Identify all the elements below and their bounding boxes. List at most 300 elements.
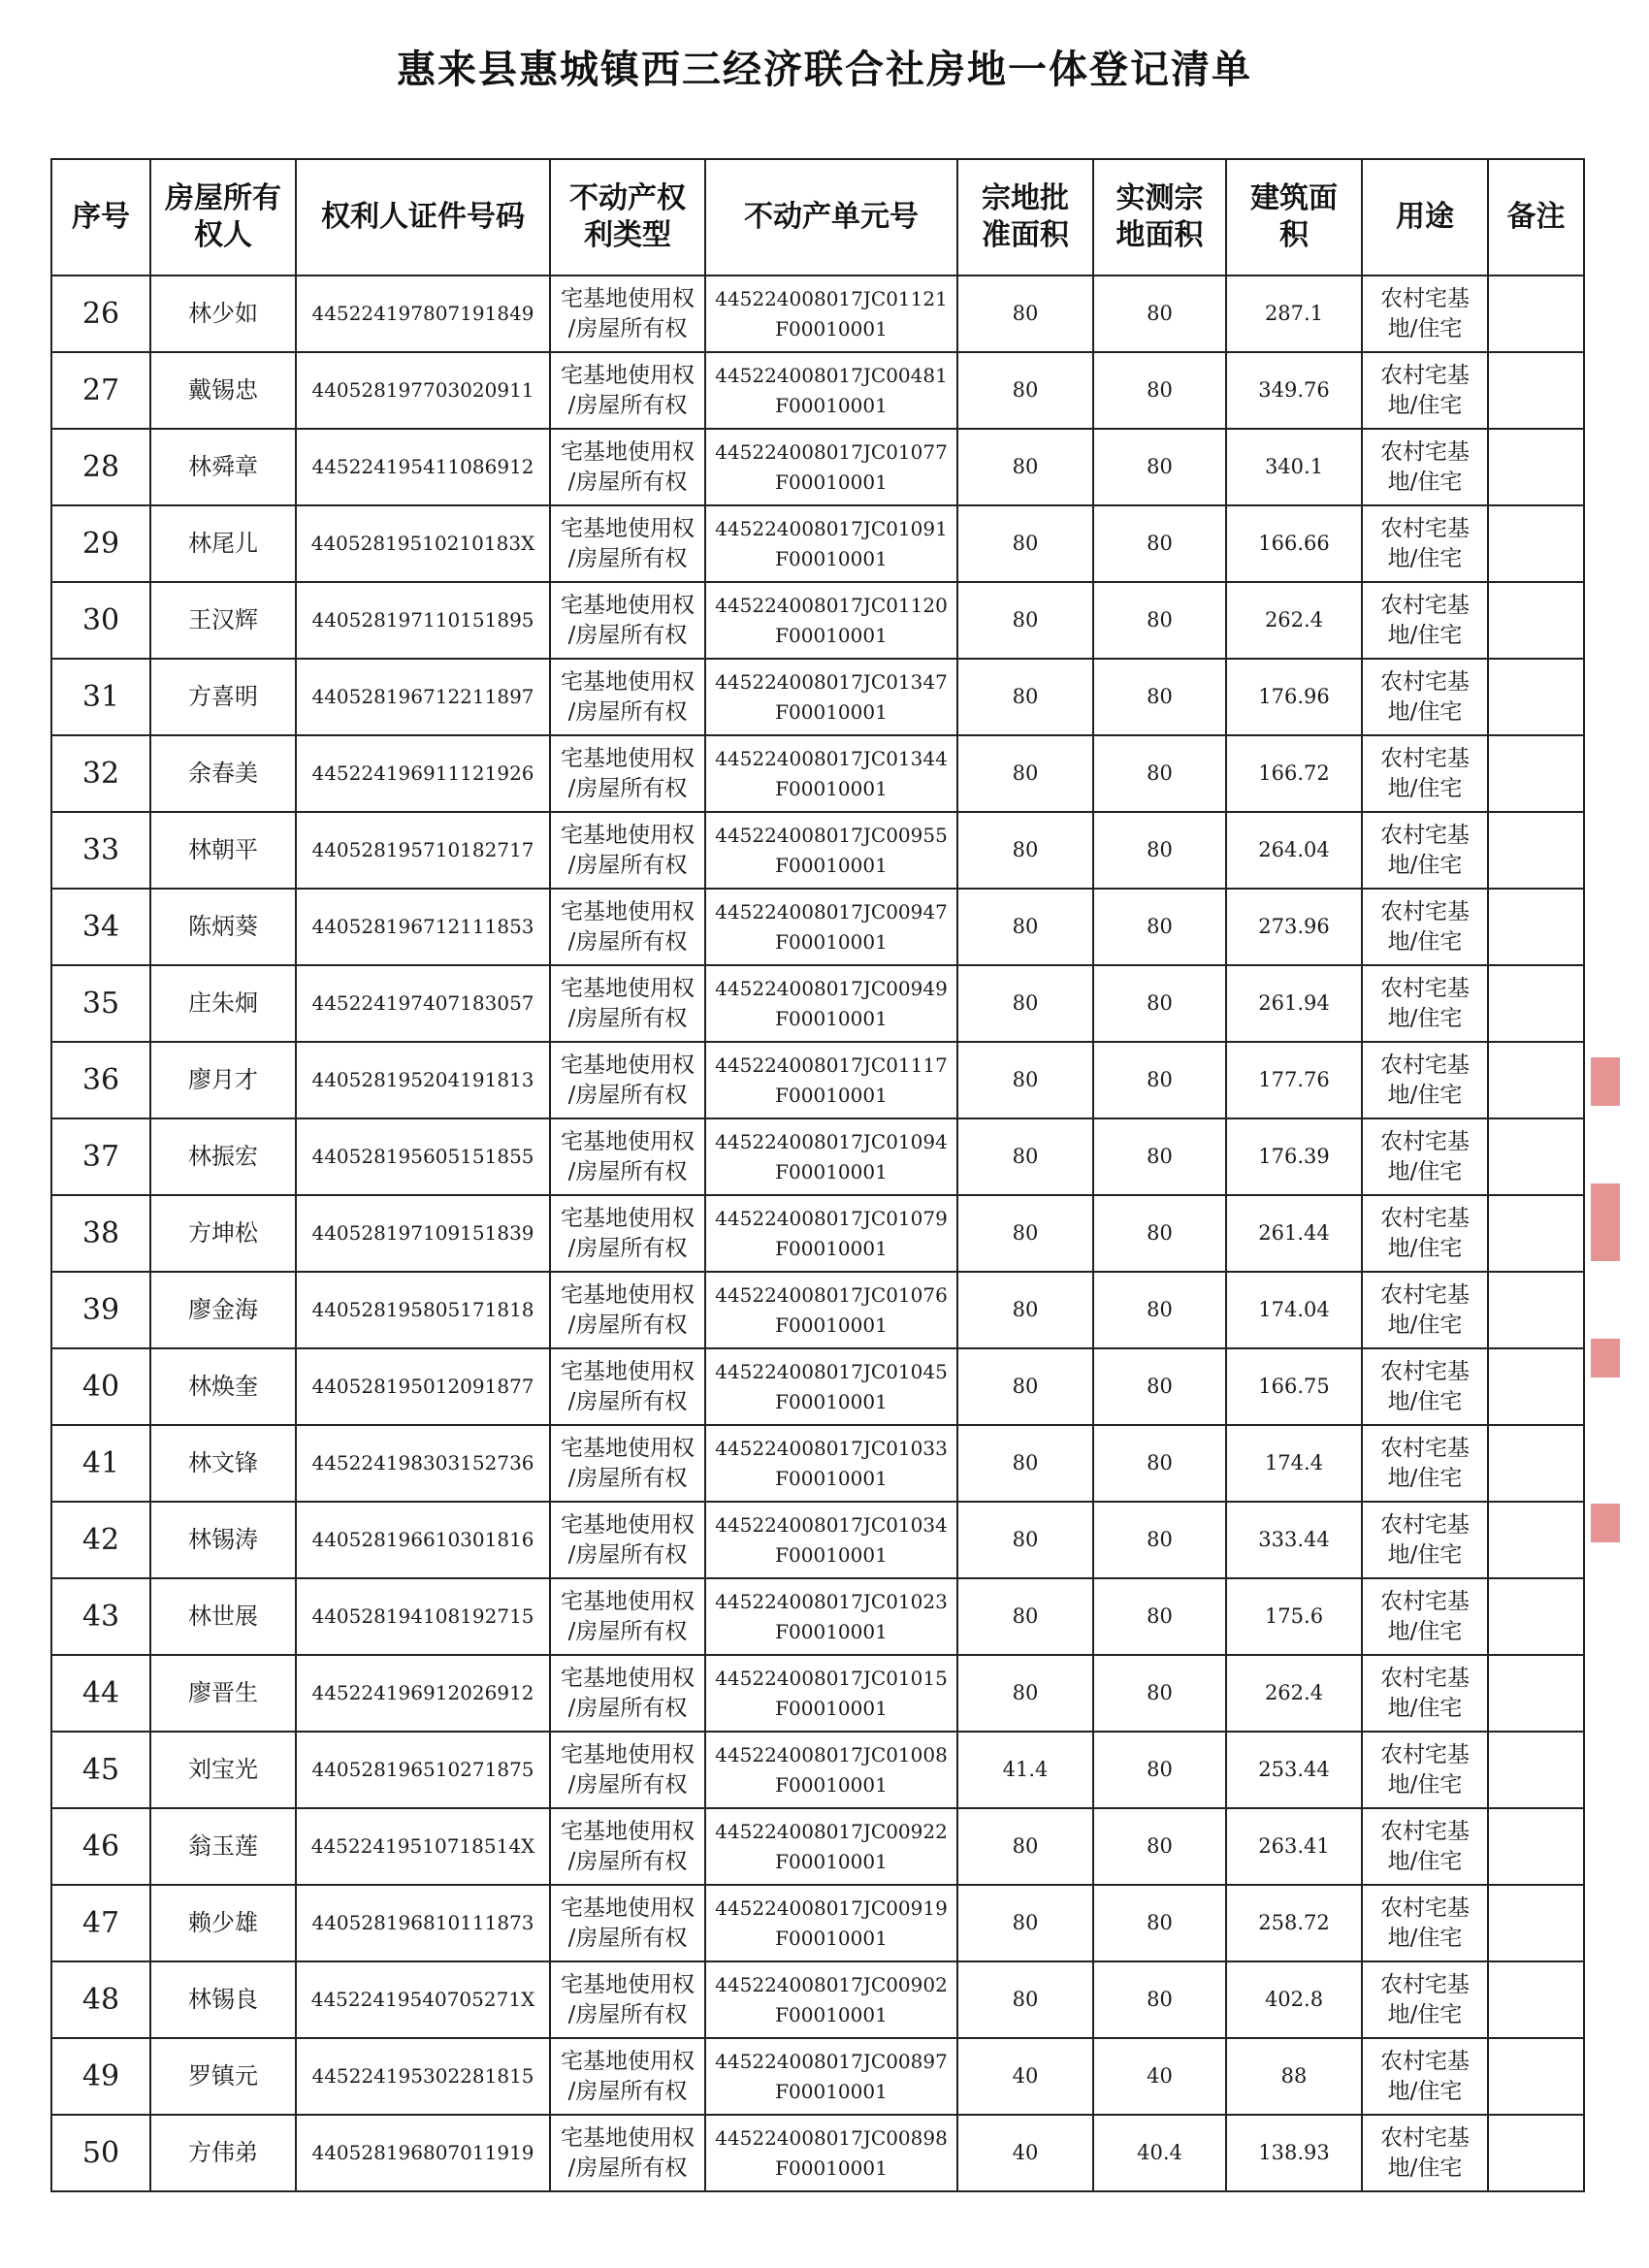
- cell-seq: 39: [51, 1272, 150, 1348]
- cell-measured-area: 40: [1093, 2038, 1226, 2115]
- cell-use: [1362, 1961, 1488, 2038]
- cell-remarks: [1488, 1885, 1584, 1961]
- cell-use-line: 地/住宅: [1387, 2078, 1463, 2104]
- cell-use: [1362, 1425, 1488, 1502]
- cell-unit-number: [705, 352, 957, 429]
- cell-owner: 方伟弟: [150, 2115, 296, 2191]
- cell-measured-area: 80: [1093, 1808, 1226, 1885]
- cell-measured-area: 80: [1093, 582, 1226, 659]
- cell-unit-number-line: 445224008017JC01076: [715, 1282, 948, 1307]
- cell-unit-number: [705, 2038, 957, 2115]
- cell-id-number: 445224195302281815: [296, 2038, 550, 2115]
- cell-unit-number-line: F00010001: [775, 1006, 888, 1030]
- cell-unit-number-line: 445224008017JC00902: [715, 1972, 948, 1996]
- cell-right-type-line: /房屋所有权: [567, 315, 688, 341]
- cell-use-line: 农村宅基: [1380, 1665, 1470, 1691]
- cell-seq: 46: [51, 1808, 150, 1885]
- cell-use: [1362, 505, 1488, 582]
- cell-unit-number: [705, 1348, 957, 1425]
- cell-use-line: 农村宅基: [1380, 1741, 1470, 1767]
- cell-right-type: [550, 2115, 705, 2191]
- cell-use-line: 地/住宅: [1387, 928, 1463, 955]
- cell-id-number: 440528195605151855: [296, 1118, 550, 1195]
- cell-unit-number: [705, 1578, 957, 1655]
- cell-unit-number: [705, 1961, 957, 2038]
- cell-approved-area: 80: [957, 1118, 1093, 1195]
- table-row: [51, 582, 1584, 659]
- cell-unit-number-line: F00010001: [775, 623, 888, 647]
- cell-remarks: [1488, 1808, 1584, 1885]
- cell-right-type-line: /房屋所有权: [567, 852, 688, 878]
- cell-use-line: 农村宅基: [1380, 1511, 1470, 1538]
- cell-use-line: 农村宅基: [1380, 1895, 1470, 1921]
- cell-approved-area: 80: [957, 889, 1093, 965]
- cell-remarks: [1488, 505, 1584, 582]
- cell-right-type: [550, 1655, 705, 1732]
- cell-use-line: 地/住宅: [1387, 1925, 1463, 1951]
- cell-unit-number: [705, 812, 957, 889]
- cell-owner: 林朝平: [150, 812, 296, 889]
- cell-id-number: 440528195710182717: [296, 812, 550, 889]
- cell-use-line: 地/住宅: [1387, 1618, 1463, 1644]
- cell-building-area: 174.04: [1226, 1272, 1362, 1348]
- red-seal-mark: [1591, 1057, 1620, 1106]
- cell-remarks: [1488, 812, 1584, 889]
- cell-use: [1362, 275, 1488, 352]
- cell-right-type-line: 宅基地使用权: [561, 898, 695, 924]
- cell-use-line: 地/住宅: [1387, 1541, 1463, 1568]
- cell-unit-number-line: 445224008017JC01120: [715, 593, 948, 617]
- cell-right-type: [550, 582, 705, 659]
- cell-use-line: 地/住宅: [1387, 1388, 1463, 1414]
- cell-use-line: 地/住宅: [1387, 315, 1463, 341]
- cell-seq: 40: [51, 1348, 150, 1425]
- page-title: 惠来县惠城镇西三经济联合社房地一体登记清单: [397, 48, 1252, 92]
- cell-right-type-line: 宅基地使用权: [561, 1128, 695, 1154]
- cell-seq: 48: [51, 1961, 150, 2038]
- cell-right-type: [550, 275, 705, 352]
- cell-owner: 林锡涛: [150, 1502, 296, 1578]
- cell-seq: 37: [51, 1118, 150, 1195]
- cell-seq: 41: [51, 1425, 150, 1502]
- cell-use: [1362, 352, 1488, 429]
- cell-measured-area: 80: [1093, 1272, 1226, 1348]
- table-row: [51, 1195, 1584, 1272]
- cell-right-type-line: /房屋所有权: [567, 1541, 688, 1568]
- cell-use-line: 地/住宅: [1387, 1235, 1463, 1261]
- cell-right-type-line: /房屋所有权: [567, 1082, 688, 1108]
- cell-use: [1362, 2115, 1488, 2191]
- cell-unit-number: [705, 1808, 957, 1885]
- cell-measured-area: 80: [1093, 429, 1226, 505]
- cell-use-line: 农村宅基: [1380, 285, 1470, 311]
- cell-remarks: [1488, 1502, 1584, 1578]
- cell-building-area: 166.66: [1226, 505, 1362, 582]
- table-row: [51, 429, 1584, 505]
- cell-use-line: 地/住宅: [1387, 1848, 1463, 1874]
- cell-right-type-line: 宅基地使用权: [561, 1588, 695, 1614]
- cell-owner: 林文锋: [150, 1425, 296, 1502]
- cell-right-type-line: /房屋所有权: [567, 1771, 688, 1798]
- cell-remarks: [1488, 352, 1584, 429]
- cell-right-type-line: 宅基地使用权: [561, 1205, 695, 1231]
- cell-use-line: 农村宅基: [1380, 822, 1470, 848]
- cell-unit-number-line: F00010001: [775, 1619, 888, 1643]
- table-row: [51, 352, 1584, 429]
- cell-approved-area: 80: [957, 812, 1093, 889]
- cell-right-type-line: /房屋所有权: [567, 775, 688, 801]
- cell-remarks: [1488, 1425, 1584, 1502]
- cell-owner: 戴锡忠: [150, 352, 296, 429]
- cell-owner: 方喜明: [150, 659, 296, 735]
- table-row: [51, 1655, 1584, 1732]
- cell-owner: 赖少雄: [150, 1885, 296, 1961]
- header-unit-number: 不动产单元号: [705, 159, 957, 275]
- cell-approved-area: 80: [957, 1502, 1093, 1578]
- cell-unit-number-line: F00010001: [775, 2079, 888, 2103]
- cell-seq: 27: [51, 352, 150, 429]
- cell-measured-area: 80: [1093, 1118, 1226, 1195]
- cell-use: [1362, 1808, 1488, 1885]
- cell-use-line: 农村宅基: [1380, 1205, 1470, 1231]
- cell-measured-area: 80: [1093, 735, 1226, 812]
- table-row: [51, 2038, 1584, 2115]
- cell-right-type-line: 宅基地使用权: [561, 668, 695, 695]
- cell-right-type: [550, 1885, 705, 1961]
- cell-right-type-line: /房屋所有权: [567, 1695, 688, 1721]
- header-use: 用途: [1362, 159, 1488, 275]
- cell-unit-number-line: F00010001: [775, 2002, 888, 2026]
- cell-unit-number-line: 445224008017JC01023: [715, 1589, 948, 1613]
- cell-use: [1362, 889, 1488, 965]
- table-row: [51, 1808, 1584, 1885]
- cell-id-number: 440528196807011919: [296, 2115, 550, 2191]
- cell-unit-number: [705, 659, 957, 735]
- cell-right-type: [550, 735, 705, 812]
- cell-owner: 林尾儿: [150, 505, 296, 582]
- cell-id-number: 440528196712111853: [296, 889, 550, 965]
- cell-approved-area: 80: [957, 582, 1093, 659]
- cell-id-number: 440528195805171818: [296, 1272, 550, 1348]
- cell-owner: 余春美: [150, 735, 296, 812]
- cell-id-number: 445224196911121926: [296, 735, 550, 812]
- cell-right-type-line: 宅基地使用权: [561, 438, 695, 465]
- cell-building-area: 349.76: [1226, 352, 1362, 429]
- cell-use-line: 农村宅基: [1380, 898, 1470, 924]
- cell-right-type-line: /房屋所有权: [567, 1848, 688, 1874]
- cell-right-type-line: 宅基地使用权: [561, 1052, 695, 1078]
- cell-unit-number-line: 445224008017JC01117: [715, 1053, 948, 1077]
- cell-unit-number: [705, 1885, 957, 1961]
- cell-right-type-line: 宅基地使用权: [561, 745, 695, 771]
- cell-right-type-line: /房屋所有权: [567, 1465, 688, 1491]
- table-row: [51, 505, 1584, 582]
- table-row: [51, 965, 1584, 1042]
- cell-right-type-line: 宅基地使用权: [561, 1971, 695, 1997]
- cell-right-type-line: 宅基地使用权: [561, 822, 695, 848]
- cell-use-line: 地/住宅: [1387, 469, 1463, 495]
- cell-use-line: 地/住宅: [1387, 1158, 1463, 1184]
- cell-owner: 刘宝光: [150, 1732, 296, 1808]
- header-building-area-line2: 积: [1279, 218, 1309, 252]
- cell-unit-number-line: 445224008017JC00481: [715, 363, 948, 387]
- cell-right-type-line: /房屋所有权: [567, 2001, 688, 2027]
- table-row: [51, 1042, 1584, 1118]
- cell-right-type-line: /房屋所有权: [567, 1312, 688, 1338]
- cell-measured-area: 80: [1093, 275, 1226, 352]
- header-owner-line1: 房屋所有: [165, 181, 281, 215]
- cell-use: [1362, 582, 1488, 659]
- cell-building-area: 88: [1226, 2038, 1362, 2115]
- cell-use: [1362, 1732, 1488, 1808]
- cell-unit-number-line: 445224008017JC01094: [715, 1129, 948, 1153]
- header-right-type-line1: 不动产权: [569, 181, 686, 215]
- cell-unit-number-line: F00010001: [775, 1389, 888, 1413]
- cell-right-type-line: /房屋所有权: [567, 2155, 688, 2181]
- cell-measured-area: 80: [1093, 505, 1226, 582]
- cell-remarks: [1488, 1195, 1584, 1272]
- cell-id-number: 440528196610301816: [296, 1502, 550, 1578]
- cell-right-type: [550, 1732, 705, 1808]
- cell-measured-area: 80: [1093, 1502, 1226, 1578]
- cell-unit-number: [705, 505, 957, 582]
- cell-right-type: [550, 2038, 705, 2115]
- cell-building-area: 333.44: [1226, 1502, 1362, 1578]
- header-seq: 序号: [51, 159, 150, 275]
- header-owner-line2: 权人: [194, 218, 252, 252]
- table-row: [51, 812, 1584, 889]
- cell-approved-area: 80: [957, 1578, 1093, 1655]
- cell-id-number: 440528195204191813: [296, 1042, 550, 1118]
- cell-right-type-line: /房屋所有权: [567, 928, 688, 955]
- cell-right-type: [550, 1272, 705, 1348]
- cell-owner: 陈炳葵: [150, 889, 296, 965]
- cell-unit-number-line: F00010001: [775, 1083, 888, 1107]
- cell-measured-area: 80: [1093, 1042, 1226, 1118]
- cell-measured-area: 80: [1093, 1961, 1226, 2038]
- cell-unit-number: [705, 1042, 957, 1118]
- cell-building-area: 263.41: [1226, 1808, 1362, 1885]
- cell-owner: 林少如: [150, 275, 296, 352]
- cell-right-type-line: 宅基地使用权: [561, 1741, 695, 1767]
- cell-seq: 36: [51, 1042, 150, 1118]
- cell-right-type-line: /房屋所有权: [567, 1005, 688, 1031]
- cell-approved-area: 80: [957, 1195, 1093, 1272]
- cell-id-number: 44522419510718514X: [296, 1808, 550, 1885]
- cell-building-area: 177.76: [1226, 1042, 1362, 1118]
- cell-unit-number-line: 445224008017JC01008: [715, 1742, 948, 1766]
- cell-unit-number: [705, 1425, 957, 1502]
- cell-unit-number-line: 445224008017JC01091: [715, 516, 948, 540]
- cell-approved-area: 80: [957, 965, 1093, 1042]
- cell-right-type-line: 宅基地使用权: [561, 515, 695, 541]
- cell-approved-area: 80: [957, 505, 1093, 582]
- cell-seq: 32: [51, 735, 150, 812]
- cell-right-type-line: 宅基地使用权: [561, 592, 695, 618]
- cell-owner: 王汉辉: [150, 582, 296, 659]
- cell-seq: 31: [51, 659, 150, 735]
- cell-id-number: 445224196912026912: [296, 1655, 550, 1732]
- cell-building-area: 261.94: [1226, 965, 1362, 1042]
- cell-id-number: 440528197109151839: [296, 1195, 550, 1272]
- cell-measured-area: 80: [1093, 965, 1226, 1042]
- cell-unit-number-line: 445224008017JC01033: [715, 1436, 948, 1460]
- cell-unit-number-line: F00010001: [775, 2155, 888, 2180]
- cell-use: [1362, 429, 1488, 505]
- cell-id-number: 44052819510210183X: [296, 505, 550, 582]
- cell-use-line: 农村宅基: [1380, 592, 1470, 618]
- cell-approved-area: 80: [957, 1808, 1093, 1885]
- cell-use-line: 地/住宅: [1387, 1082, 1463, 1108]
- table-row: [51, 1272, 1584, 1348]
- cell-unit-number-line: 445224008017JC00949: [715, 976, 948, 1000]
- cell-unit-number-line: 445224008017JC01344: [715, 746, 948, 770]
- cell-approved-area: 40: [957, 2115, 1093, 2191]
- cell-approved-area: 80: [957, 1272, 1093, 1348]
- red-seal-mark: [1591, 1504, 1620, 1542]
- cell-id-number: 440528196712211897: [296, 659, 550, 735]
- cell-owner: 翁玉莲: [150, 1808, 296, 1885]
- cell-unit-number-line: F00010001: [775, 470, 888, 494]
- header-measured-area: [1093, 159, 1226, 275]
- cell-right-type-line: 宅基地使用权: [561, 975, 695, 1001]
- cell-measured-area: 40.4: [1093, 2115, 1226, 2191]
- header-remarks: 备注: [1488, 159, 1584, 275]
- cell-use-line: 农村宅基: [1380, 668, 1470, 695]
- cell-use-line: 农村宅基: [1380, 1971, 1470, 1997]
- cell-right-type-line: 宅基地使用权: [561, 1358, 695, 1384]
- cell-right-type: [550, 1195, 705, 1272]
- cell-right-type: [550, 352, 705, 429]
- cell-use-line: 农村宅基: [1380, 1435, 1470, 1461]
- cell-use-line: 农村宅基: [1380, 1358, 1470, 1384]
- header-right-type: [550, 159, 705, 275]
- cell-use: [1362, 965, 1488, 1042]
- cell-owner: 林振宏: [150, 1118, 296, 1195]
- cell-building-area: 176.39: [1226, 1118, 1362, 1195]
- cell-building-area: 261.44: [1226, 1195, 1362, 1272]
- cell-measured-area: 80: [1093, 889, 1226, 965]
- cell-right-type: [550, 1425, 705, 1502]
- header-approved-area: [957, 159, 1093, 275]
- cell-right-type: [550, 889, 705, 965]
- header-id-number: 权利人证件号码: [296, 159, 550, 275]
- cell-remarks: [1488, 1118, 1584, 1195]
- cell-right-type-line: 宅基地使用权: [561, 2124, 695, 2151]
- registration-table: [50, 158, 1585, 2192]
- cell-seq: 35: [51, 965, 150, 1042]
- table-row: [51, 275, 1584, 352]
- cell-seq: 29: [51, 505, 150, 582]
- header-measured-area-line2: 地面积: [1116, 218, 1204, 252]
- header-right-type-line2: 利类型: [584, 218, 671, 252]
- cell-remarks: [1488, 889, 1584, 965]
- cell-right-type-line: /房屋所有权: [567, 392, 688, 418]
- cell-unit-number: [705, 1195, 957, 1272]
- cell-unit-number-line: F00010001: [775, 853, 888, 877]
- cell-use-line: 地/住宅: [1387, 1771, 1463, 1798]
- cell-use-line: 地/住宅: [1387, 2001, 1463, 2027]
- cell-building-area: 166.72: [1226, 735, 1362, 812]
- cell-unit-number-line: F00010001: [775, 1542, 888, 1567]
- table-row: [51, 889, 1584, 965]
- cell-unit-number-line: F00010001: [775, 546, 888, 570]
- cell-remarks: [1488, 965, 1584, 1042]
- cell-right-type: [550, 1502, 705, 1578]
- table-row: [51, 735, 1584, 812]
- cell-unit-number: [705, 1502, 957, 1578]
- table-row: [51, 1885, 1584, 1961]
- cell-unit-number: [705, 889, 957, 965]
- table-row: [51, 1348, 1584, 1425]
- cell-right-type-line: /房屋所有权: [567, 1235, 688, 1261]
- cell-measured-area: 80: [1093, 352, 1226, 429]
- cell-id-number: 440528194108192715: [296, 1578, 550, 1655]
- cell-use-line: 农村宅基: [1380, 515, 1470, 541]
- cell-use: [1362, 1118, 1488, 1195]
- table-row: [51, 659, 1584, 735]
- cell-unit-number-line: 445224008017JC01079: [715, 1206, 948, 1230]
- cell-unit-number: [705, 1272, 957, 1348]
- cell-approved-area: 41.4: [957, 1732, 1093, 1808]
- cell-id-number: 440528197110151895: [296, 582, 550, 659]
- cell-unit-number-line: F00010001: [775, 1236, 888, 1260]
- cell-owner: 林焕奎: [150, 1348, 296, 1425]
- cell-id-number: 445224197807191849: [296, 275, 550, 352]
- cell-right-type-line: 宅基地使用权: [561, 1665, 695, 1691]
- cell-building-area: 264.04: [1226, 812, 1362, 889]
- cell-approved-area: 80: [957, 275, 1093, 352]
- cell-remarks: [1488, 582, 1584, 659]
- cell-right-type: [550, 1348, 705, 1425]
- cell-right-type-line: 宅基地使用权: [561, 1895, 695, 1921]
- cell-unit-number-line: 445224008017JC01034: [715, 1512, 948, 1537]
- cell-measured-area: 80: [1093, 1195, 1226, 1272]
- cell-use-line: 地/住宅: [1387, 2155, 1463, 2181]
- cell-approved-area: 80: [957, 352, 1093, 429]
- cell-approved-area: 80: [957, 1042, 1093, 1118]
- cell-right-type: [550, 1042, 705, 1118]
- header-approved-area-line1: 宗地批: [982, 181, 1069, 215]
- cell-use: [1362, 1195, 1488, 1272]
- cell-use-line: 农村宅基: [1380, 362, 1470, 388]
- table-row: [51, 1502, 1584, 1578]
- cell-seq: 44: [51, 1655, 150, 1732]
- cell-unit-number-line: F00010001: [775, 1159, 888, 1183]
- cell-use-line: 农村宅基: [1380, 438, 1470, 465]
- cell-unit-number-line: F00010001: [775, 929, 888, 954]
- cell-unit-number-line: F00010001: [775, 1772, 888, 1797]
- cell-use: [1362, 1885, 1488, 1961]
- table-row: [51, 1578, 1584, 1655]
- cell-use-line: 农村宅基: [1380, 1818, 1470, 1844]
- cell-use: [1362, 1578, 1488, 1655]
- cell-approved-area: 80: [957, 1348, 1093, 1425]
- cell-building-area: 287.1: [1226, 275, 1362, 352]
- cell-use: [1362, 1348, 1488, 1425]
- cell-use-line: 农村宅基: [1380, 975, 1470, 1001]
- cell-use: [1362, 1042, 1488, 1118]
- cell-seq: 28: [51, 429, 150, 505]
- header-building-area-line1: 建筑面: [1250, 181, 1338, 215]
- cell-use-line: 地/住宅: [1387, 1695, 1463, 1721]
- cell-owner: 廖金海: [150, 1272, 296, 1348]
- cell-right-type-line: /房屋所有权: [567, 698, 688, 725]
- cell-building-area: 166.75: [1226, 1348, 1362, 1425]
- cell-right-type: [550, 1578, 705, 1655]
- cell-right-type-line: /房屋所有权: [567, 2078, 688, 2104]
- cell-right-type-line: /房屋所有权: [567, 1618, 688, 1644]
